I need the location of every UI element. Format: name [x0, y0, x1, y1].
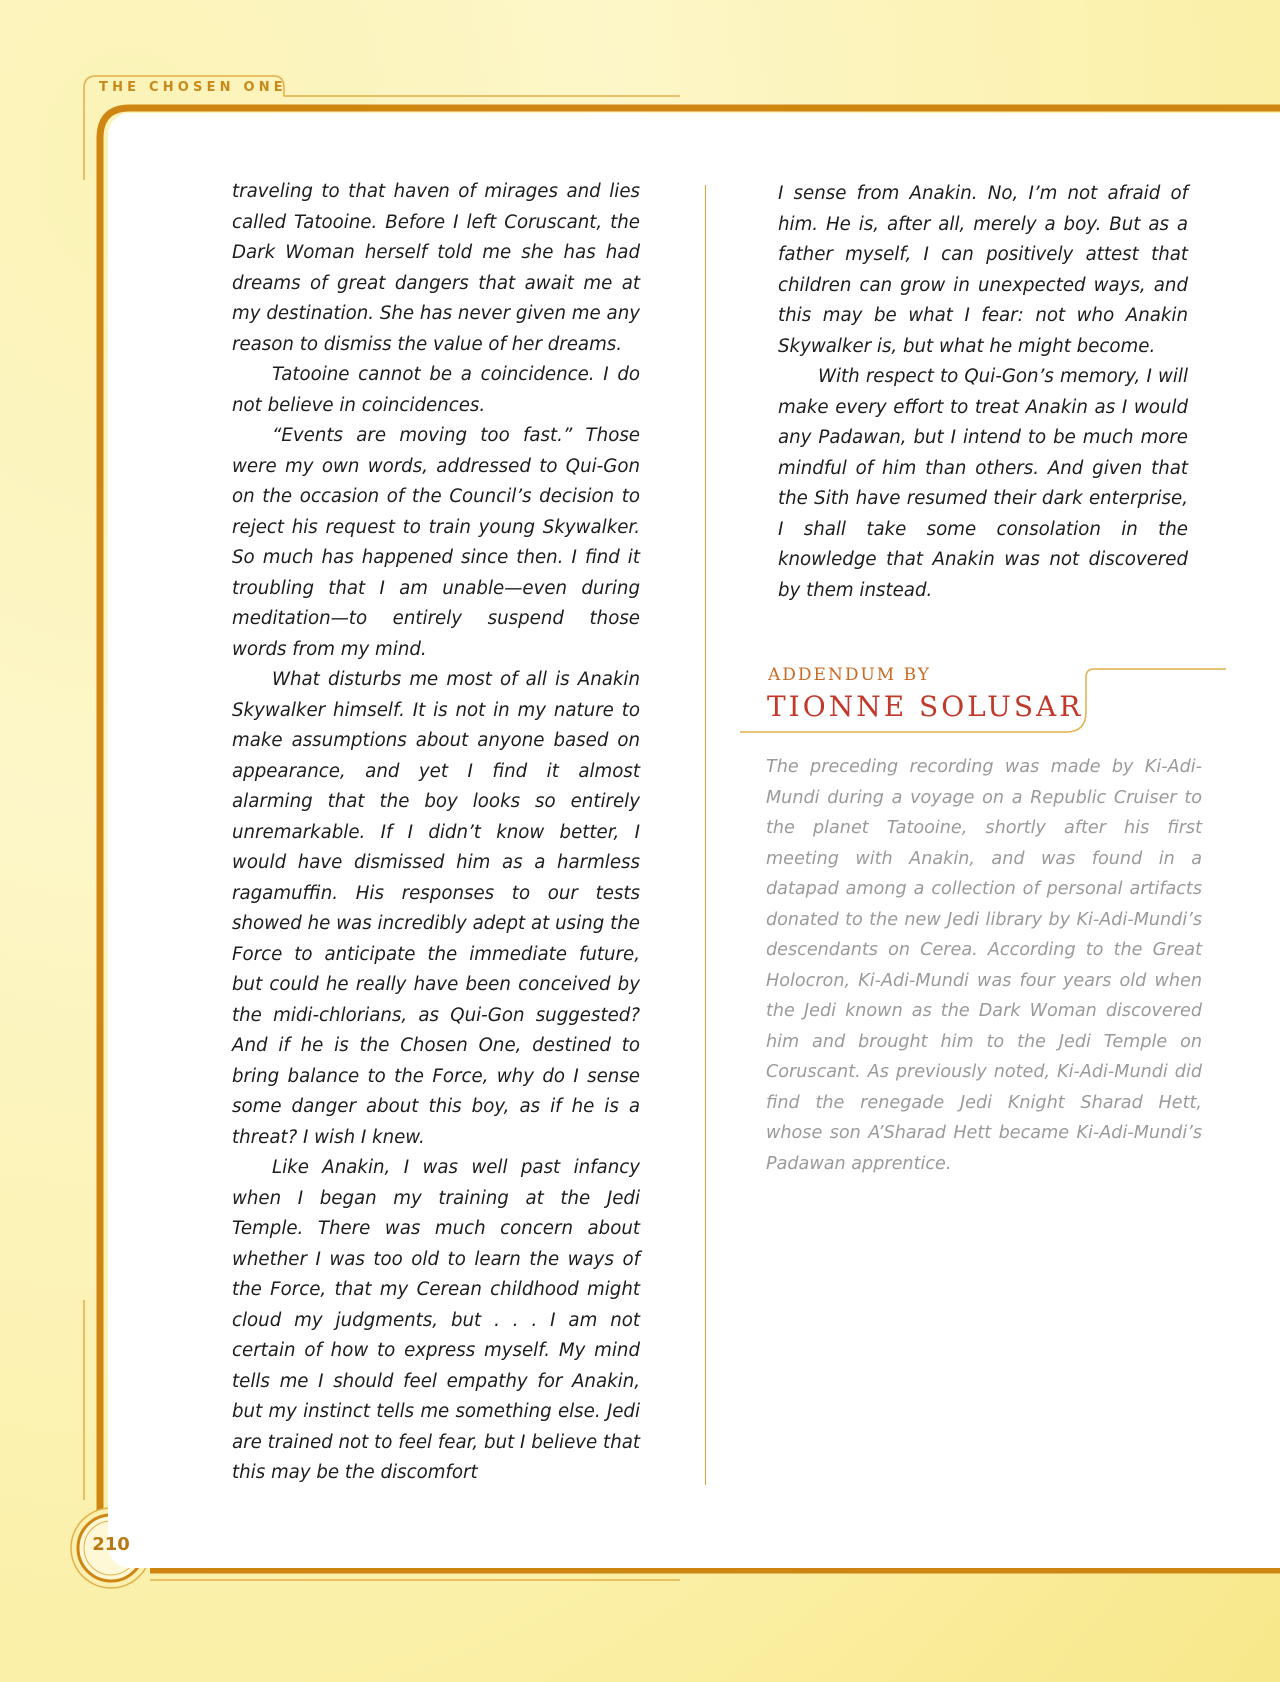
right-column	[778, 179, 1188, 606]
paragraph: I sense from Anakin. No, I’m not afraid of him. He is, after all, merely a boy. But as a father myself, I can positively attest that children can grow in unexpected ways, and this may be what I fear: not who Anakin Skywalker is, but what he might become.	[778, 183, 1188, 357]
paragraph: “Events are moving too fast.” Those were my own words, addressed to Qui-Gon on the occasion of the Council’s decision to reject his request to train young Skywalker. So much has happened since then. I find it troubling that I am unable—even during meditation—to entirely suspend those words from my mind.	[232, 425, 640, 660]
paragraph: traveling to that haven of mirages and lies called Tatooine. Before I left Coruscant, the Dark Woman herself told me she has had dreams of great dangers that await me at my destination. She has never given me any reason to dismiss the value of her dreams.	[232, 181, 640, 355]
left-column	[232, 177, 640, 1489]
page-number: 210	[92, 1534, 130, 1555]
addendum-paragraph: The preceding recording was made by Ki-Adi-Mundi during a voyage on a Republic Cruiser to the planet Tatooine, shortly after his first meeting with Anakin, and was found in a datapad among a collection of personal artifacts donated to the new Jedi library by Ki-Adi-Mundi’s descendants on Cerea. According to the Great Holocron, Ki-Adi-Mundi was four years old when the Jedi known as the Dark Woman discovered him and brought him to the Jedi Temple on Coruscant. As previously noted, Ki-Adi-Mundi did find the renegade Jedi Knight Sharad Hett, whose son A’Sharad Hett became Ki-Adi-Mundi’s Padawan apprentice.	[766, 757, 1202, 1174]
addendum-author: TIONNE SOLUSAR	[767, 690, 1084, 723]
paragraph: With respect to Qui-Gon’s memory, I will make every effort to treat Anakin as I would any Padawan, but I intend to be much more mindful of him than others. And given that the Sith have resumed their dark enterprise, I shall take some consolation in the knowledge that Anakin was not discovered by them instead.	[778, 366, 1188, 601]
addendum-kicker: ADDENDUM BY	[768, 665, 932, 685]
paragraph: Like Anakin, I was well past infancy when I began my training at the Jedi Temple. There was much concern about whether I was too old to learn the ways of the Force, that my Cerean childhood might cloud my judgments, but . . . I am not certain of how to express myself. My mind tells me I should feel empathy for Anakin, but my instinct tells me something else. Jedi are trained not to feel fear, but I believe that this may be the discomfort	[232, 1157, 640, 1483]
paragraph: Tatooine cannot be a coincidence. I do not believe in coincidences.	[232, 364, 640, 416]
paragraph: What disturbs me most of all is Anakin Skywalker himself. It is not in my nature to make assumptions about anyone based on appearance, and yet I find it almost alarming that the boy looks so entirely unremarkable. If I didn’t know better, I would have dismissed him as a harmless ragamuffin. His responses to our tests showed he was incredibly adept at using the Force to anticipate the immediate future, but could he really have been conceived by the midi-chlorians, as Qui-Gon suggested? And if he is the Chosen One, destined to bring balance to the Force, why do I sense some danger about this boy, as if he is a threat? I wish I knew.	[232, 669, 640, 1148]
column-divider	[705, 185, 706, 1485]
running-head: THE CHOSEN ONE	[99, 80, 287, 95]
addendum-body	[766, 752, 1202, 1179]
